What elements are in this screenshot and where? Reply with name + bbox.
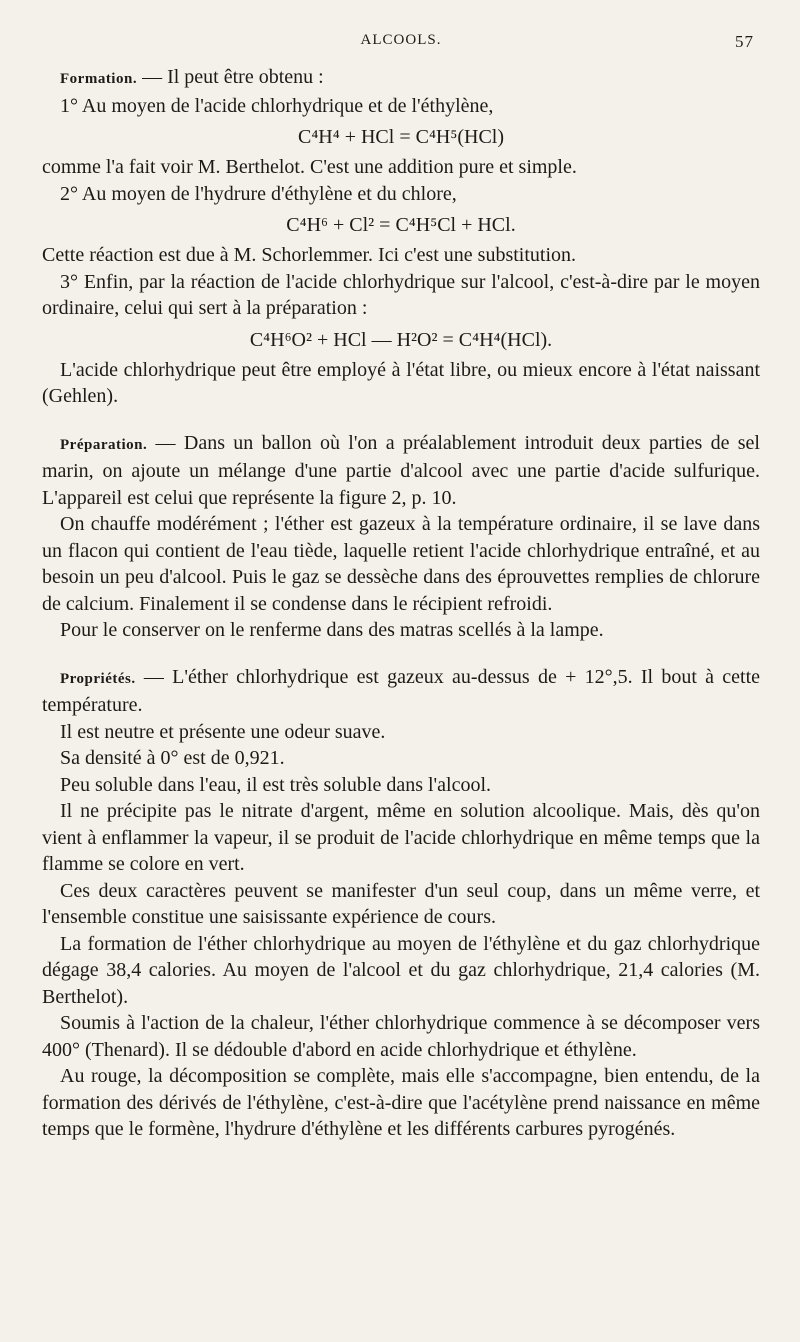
formation-intro-paragraph: [42, 64, 760, 93]
running-title: ALCOOLS.: [360, 32, 442, 48]
formation-after-1: comme l'a fait voir M. Berthelot. C'est une addition pure et simple.: [42, 156, 577, 178]
section-proprietes: [42, 664, 760, 1143]
formation-label: Formation.: [60, 71, 138, 87]
section-preparation: [42, 430, 760, 644]
proprietes-p6: La formation de l'éther chlorhydrique au moyen de l'éthylène et du gaz chlorhydrique dégage 38,4 calories. Au moyen de l'alcool et du gaz chlorhydrique, 21,4 calories (M. Berthelot).: [42, 932, 760, 1008]
proprietes-label: Propriétés.: [60, 670, 136, 687]
formula-2: C⁴H⁶ + Cl² = C⁴H⁵Cl + HCl.: [286, 214, 516, 236]
formation-item-2: 2° Au moyen de l'hydrure d'éthylène et du chlore,: [60, 182, 457, 205]
proprietes-text: — L'éther chlorhydrique est gazeux au-dessus de + 12°,5. Il bout à cette température.: [42, 665, 760, 716]
proprietes-p2: Sa densité à 0° est de 0,921.: [60, 747, 285, 769]
proprietes-p4: Il ne précipite pas le nitrate d'argent, même en solution alcoolique. Mais, dès qu'on vient à enflammer la vapeur, il se produit de l'acide chlorhydrique en même temps que la flamme se colore en vert.: [42, 800, 760, 875]
proprietes-p8: Au rouge, la décomposition se complète, mais elle s'accompagne, bien entendu, de la formation des dérivés de l'éthylène, c'est-à-dire que l'acétylène prend naissance en même temps que le formène, l'hydrure d'éthylène et les différents carbures pyrogénés.: [42, 1065, 760, 1140]
page-header: [42, 28, 760, 54]
proprietes-paragraph: [42, 664, 760, 719]
formula-1: C⁴H⁴ + HCl = C⁴H⁵(HCl): [297, 126, 504, 148]
preparation-paragraph-2: On chauffe modérément ; l'éther est gazeux à la température ordinaire, il se lave dans un flacon qui contient de l'eau tiède, laquelle retient l'acide chlorhydrique entraîné, et au besoin un peu d'alcool. Puis le gaz se dessèche dans des éprouvettes remplies de chlorure de calcium. Finalement il se condense dans le récipient refroidi.: [42, 513, 760, 615]
proprietes-p1: Il est neutre et présente une odeur suave.: [60, 720, 386, 743]
formula-3: C⁴H⁶O² + HCl — H²O² = C⁴H⁴(HCl).: [249, 328, 553, 351]
section-formation: [42, 64, 760, 410]
formation-after-3: L'acide chlorhydrique peut être employé à l'état libre, ou mieux encore à l'état naissant (Gehlen).: [42, 358, 760, 407]
preparation-paragraph-3: Pour le conserver on le renferme dans des matras scellés à la lampe.: [60, 619, 604, 641]
formation-item-1: 1° Au moyen de l'acide chlorhydrique et de l'éthylène,: [60, 94, 494, 117]
formation-after-2: Cette réaction est due à M. Schorlemmer. Ici c'est une substitution.: [42, 244, 577, 266]
proprietes-p7: Soumis à l'action de la chaleur, l'éther chlorhydrique commence à se décomposer vers 400° (Thenard). Il se dédouble d'abord en acide chlorhydrique et éthylène.: [42, 1012, 760, 1061]
page-number: 57: [735, 32, 754, 51]
preparation-paragraph: [42, 430, 760, 512]
preparation-text: — Dans un ballon où l'on a préalablement introduit deux parties de sel marin, on ajoute un mélange d'une partie d'alcool avec une partie d'acide sulfurique. L'appareil est celui que représente la figure 2, p. 10.: [42, 431, 760, 509]
proprietes-p5: Ces deux caractères peuvent se manifester d'un seul coup, dans un même verre, et l'ensemble constitue une saisissante expérience de cours.: [42, 879, 760, 928]
proprietes-p3: Peu soluble dans l'eau, il est très soluble dans l'alcool.: [60, 773, 492, 796]
formation-intro: — Il peut être obtenu :: [137, 66, 324, 88]
preparation-label: Préparation.: [60, 436, 148, 453]
formation-item-3: 3° Enfin, par la réaction de l'acide chlorhydrique sur l'alcool, c'est-à-dire par le moyen ordinaire, celui qui sert à la préparation :: [42, 270, 760, 319]
